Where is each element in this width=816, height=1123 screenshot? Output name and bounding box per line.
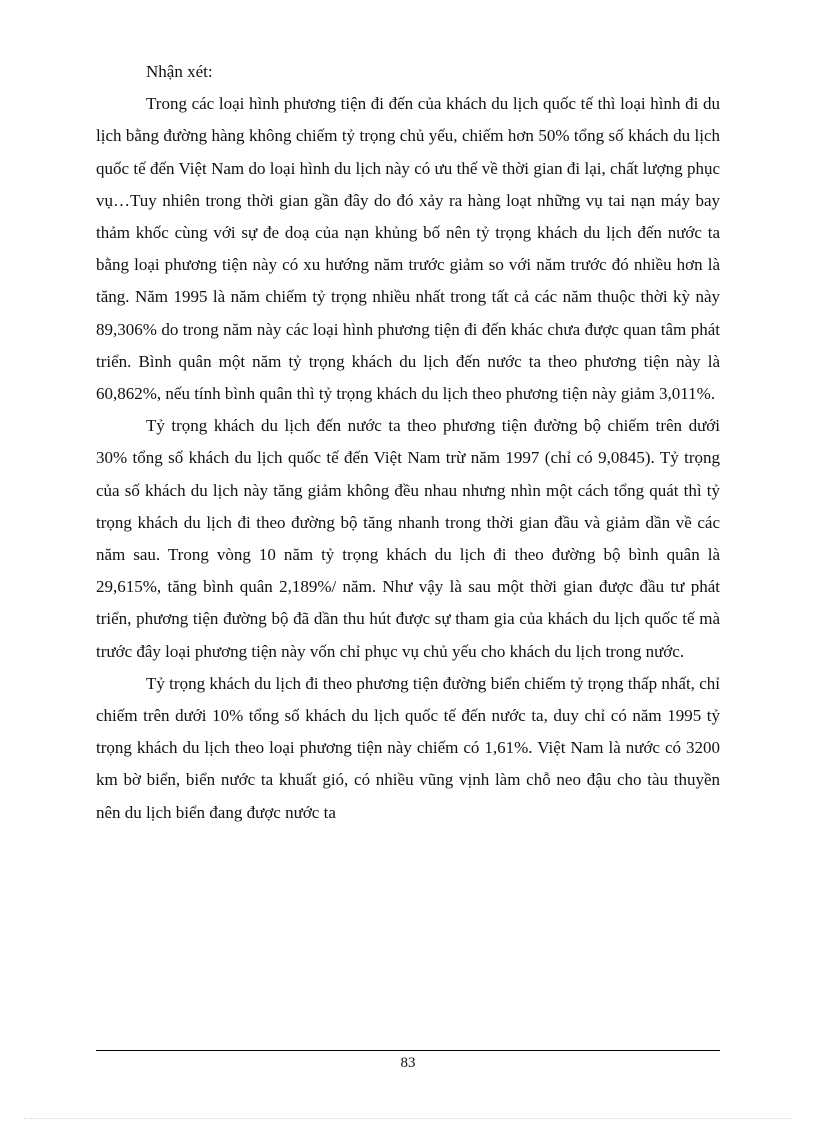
paragraph-sea-travel: Tỷ trọng khách du lịch đi theo phương tiện đường biển chiếm tỷ trọng thấp nhất, chỉ chiếm trên dưới 10% tổng số khách du lịch quốc tế đến nước ta, duy chỉ có năm 1995 tỷ trọng khách du lịch theo loại phương tiện này chiếm có 1,61%. Việt Nam là nước có 3200 km bờ biển, biển nước ta khuất gió, có nhiều vũng vịnh làm chỗ neo đậu cho tàu thuyền nên du lịch biển đang được nước ta [96, 673, 720, 822]
page-bottom-edge [24, 1118, 792, 1119]
paragraph-road-travel: Tỷ trọng khách du lịch đến nước ta theo phương tiện đường bộ chiếm trên dưới 30% tổng số khách du lịch quốc tế đến Việt Nam trừ năm 1997 (chỉ có 9,0845). Tỷ trọng của số khách du lịch này tăng giảm không đều nhau nhưng nhìn một cách tổng quát thì tỷ trọng khách du lịch đi theo đường bộ tăng nhanh trong thời gian đầu và giảm dần về các năm sau. Trong vòng 10 năm tỷ trọng khách du lịch đi theo đường bộ bình quân là 29,615%, tăng bình quân 2,189%/ năm. Như vậy là sau một thời gian được đầu tư phát triển, phương tiện đường bộ đã dần thu hút được sự tham gia của khách du lịch quốc tế mà trước đây loại phương tiện này vốn chỉ phục vụ chủ yếu cho khách du lịch trong nước. [96, 416, 720, 661]
page-number: 83 [400, 1055, 416, 1071]
page-footer [96, 1050, 720, 1074]
paragraph-air-travel: Trong các loại hình phương tiện đi đến của khách du lịch quốc tế thì loại hình đi du lịch bằng đường hàng không chiếm tỷ trọng chủ yếu, chiếm hơn 50% tổng số khách du lịch quốc tế đến Việt Nam do loại hình du lịch này có ưu thế về thời gian đi lại, chất lượng phục vụ…Tuy nhiên trong thời gian gần đây do đó xảy ra hàng loạt những vụ tai nạn máy bay thảm khốc cùng với sự đe doạ của nạn khủng bố nên tỷ trọng khách du lịch đến nước ta bằng loại phương tiện này có xu hướng năm trước giảm so với năm trước đó nhiều hơn là tăng. Năm 1995 là năm chiếm tỷ trọng nhiều nhất trong tất cả các năm thuộc thời kỳ này 89,306% do trong năm này các loại hình phương tiện đi đến khác chưa được quan tâm phát triển. Bình quân một năm tỷ trọng khách du lịch đến nước ta theo phương tiện này là 60,862%, nếu tính bình quân thì tỷ trọng khách du lịch theo phương tiện này giảm 3,011%. [96, 94, 720, 404]
document-body [96, 56, 720, 829]
section-heading: Nhận xét: [146, 62, 213, 81]
